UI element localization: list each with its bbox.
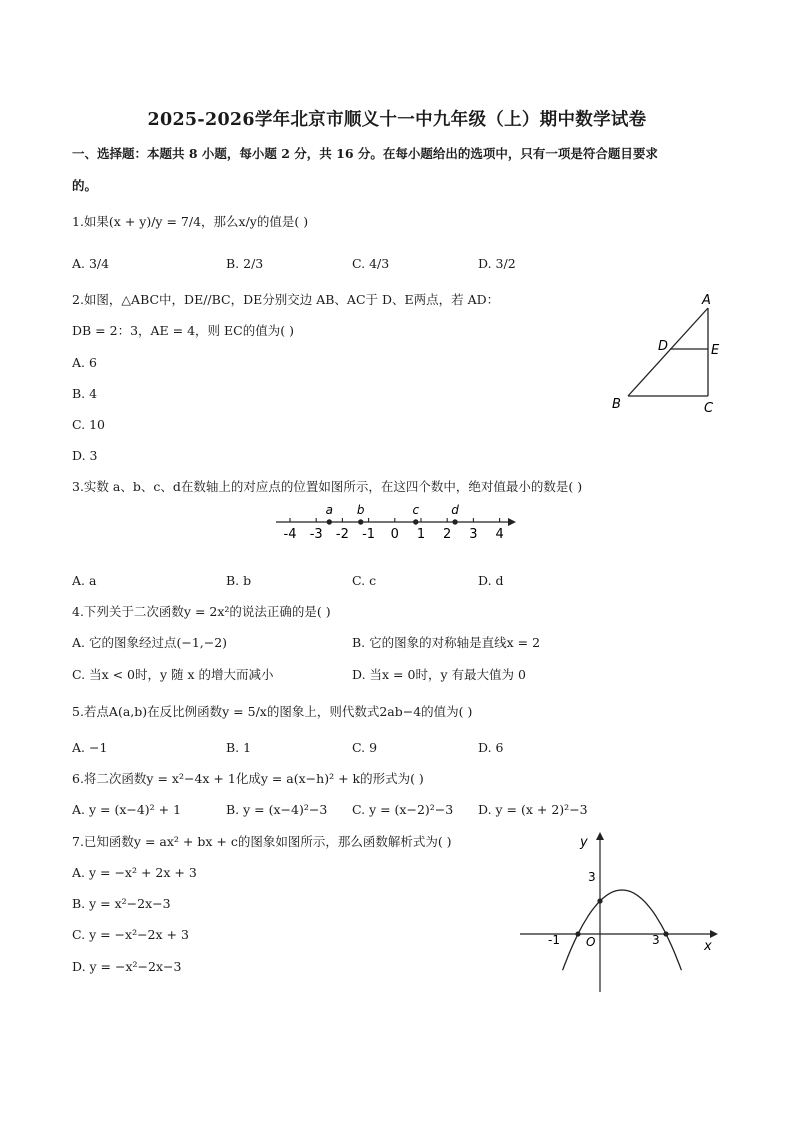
q1-option-d[interactable]: D. 3/2	[478, 256, 516, 271]
point-label-a: a	[325, 503, 333, 517]
q6-option-c[interactable]: C. y = (x−2)²−3	[352, 802, 454, 817]
q3-option-d[interactable]: D. d	[478, 573, 504, 588]
question-5-stem: 5.若点A(a,b)在反比例函数y = 5/x的图象上，则代数式2ab−4的值为( )	[72, 704, 473, 719]
tick-label: -3	[309, 527, 323, 542]
root-right-label: 3	[652, 933, 660, 947]
point-label-b: b	[356, 503, 365, 517]
q2-option-d[interactable]: D. 3	[72, 448, 98, 463]
section-heading: 一、选择题：本题共 8 小题，每小题 2 分，共 16 分。在每小题给出的选项中，只有一项是符合题目要求	[72, 146, 658, 161]
page-title: 2025-2026学年北京市顺义十一中九年级（上）期中数学试卷	[147, 110, 647, 130]
question-3-stem: 3.实数 a、b、c、d在数轴上的对应点的位置如图所示，在这四个数中，绝对值最小的数是( )	[72, 479, 583, 494]
q1-option-b[interactable]: B. 2/3	[226, 256, 264, 271]
tick-label: 0	[390, 527, 399, 542]
tick-label: -2	[335, 527, 349, 542]
q4-option-d[interactable]: D. 当x = 0时，y 有最大值为 0	[352, 667, 526, 682]
q7-option-c[interactable]: C. y = −x²−2x + 3	[72, 927, 189, 942]
point-label-d: d	[451, 503, 459, 517]
label-e: E	[711, 343, 720, 358]
q7-option-a[interactable]: A. y = −x² + 2x + 3	[72, 865, 197, 880]
q2-option-b[interactable]: B. 4	[72, 386, 98, 401]
tick-label: -4	[283, 527, 297, 542]
root-left-point	[575, 931, 580, 936]
q7-option-d[interactable]: D. y = −x²−2x−3	[72, 959, 182, 974]
y-axis-label: y	[580, 835, 588, 850]
tick-label: 2	[443, 527, 452, 542]
y-intercept-label: 3	[588, 870, 596, 884]
tick-label: 3	[469, 527, 478, 542]
parabola-graph	[512, 826, 732, 998]
tick-label: 1	[416, 527, 426, 542]
q3-option-c[interactable]: C. c	[352, 573, 377, 588]
tick-label: 4	[495, 527, 504, 542]
q2-option-c[interactable]: C. 10	[72, 417, 105, 432]
label-d: D	[658, 339, 669, 354]
q1-option-c[interactable]: C. 4/3	[352, 256, 390, 271]
q7-option-b[interactable]: B. y = x²−2x−3	[72, 896, 171, 911]
number-line	[270, 498, 530, 546]
y-intercept-point	[597, 898, 602, 903]
origin-label: O	[586, 935, 596, 949]
root-left-label: -1	[548, 933, 560, 947]
q3-option-b[interactable]: B. b	[226, 573, 252, 588]
label-c: C	[704, 401, 714, 416]
q4-option-a[interactable]: A. 它的图象经过点(−1,−2)	[72, 635, 228, 650]
q5-option-b[interactable]: B. 1	[226, 740, 252, 755]
point-d	[452, 519, 457, 524]
q4-option-c[interactable]: C. 当x < 0时，y 随 x 的增大而减小	[72, 667, 274, 682]
question-4-stem: 4.下列关于二次函数y = 2x²的说法正确的是( )	[72, 604, 331, 619]
point-label-c: c	[412, 503, 420, 517]
question-7-stem: 7.已知函数y = ax² + bx + c的图象如图所示，那么函数解析式为( )	[72, 834, 452, 849]
label-a: A	[702, 293, 711, 308]
tick-label: -1	[362, 527, 376, 542]
question-6-stem: 6.将二次函数y = x²−4x + 1化成y = a(x−h)² + k的形式为( )	[72, 771, 424, 786]
q1-option-a[interactable]: A. 3/4	[72, 256, 110, 271]
q6-option-d[interactable]: D. y = (x + 2)²−3	[478, 802, 588, 817]
root-right-point	[663, 931, 668, 936]
question-2-stem: 2.如图，△ABC中，DE//BC，DE分别交边 AB、AC于 D、E两点，若 AD：	[72, 292, 500, 307]
x-axis-label: x	[704, 939, 712, 954]
q5-option-a[interactable]: A. −1	[72, 740, 108, 755]
q6-option-b[interactable]: B. y = (x−4)²−3	[226, 802, 328, 817]
q4-option-b[interactable]: B. 它的图象的对称轴是直线x = 2	[352, 635, 541, 650]
question-1-stem: 1.如果(x + y)/y = 7/4，那么x/y的值是( )	[72, 214, 309, 229]
point-b	[358, 519, 363, 524]
triangle-figure	[600, 288, 740, 418]
q3-option-a[interactable]: A. a	[72, 573, 97, 588]
point-a	[327, 519, 332, 524]
parabola-curve	[563, 890, 682, 970]
q6-option-a[interactable]: A. y = (x−4)² + 1	[72, 802, 182, 817]
q5-option-d[interactable]: D. 6	[478, 740, 504, 755]
question-2-stem-cont: DB = 2：3，AE = 4，则 EC的值为( )	[72, 323, 294, 338]
label-b: B	[612, 397, 621, 412]
point-c	[413, 519, 418, 524]
q2-option-a[interactable]: A. 6	[72, 355, 97, 370]
q5-option-c[interactable]: C. 9	[352, 740, 378, 755]
section-heading-cont: 的。	[72, 178, 98, 193]
